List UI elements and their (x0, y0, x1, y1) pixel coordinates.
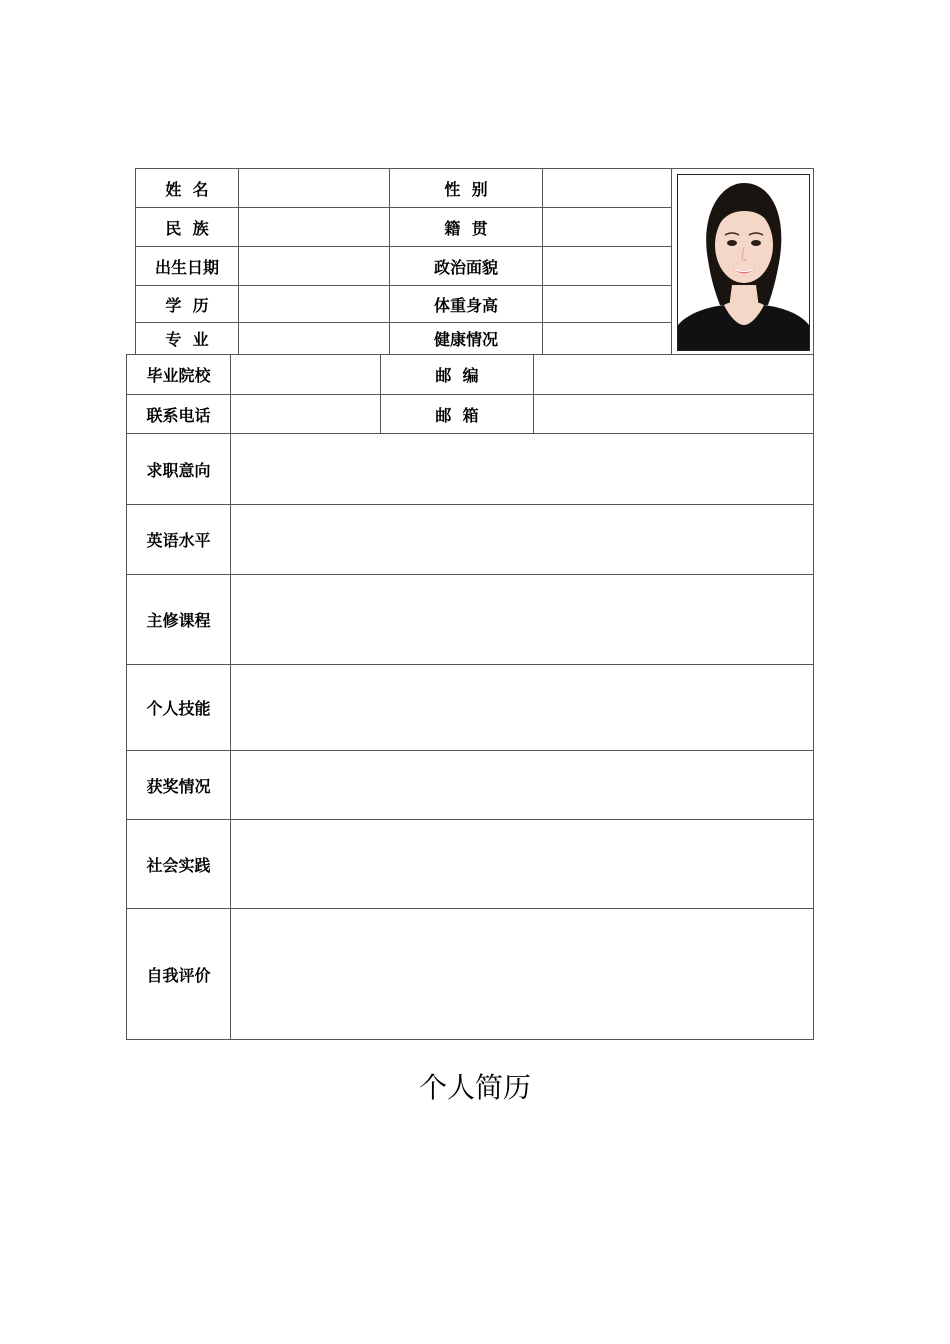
label-awards: 获奖情况 (126, 750, 231, 820)
major-field[interactable] (238, 322, 390, 355)
label-english-level: 英语水平 (126, 504, 231, 575)
social-practice-field[interactable] (230, 819, 814, 909)
label-native-place: 籍 贯 (389, 207, 543, 247)
label-email: 邮 箱 (380, 394, 534, 434)
main-courses-field[interactable] (230, 574, 814, 665)
photo-cell (671, 168, 814, 355)
label-name: 姓 名 (135, 168, 239, 208)
label-school: 毕业院校 (126, 354, 231, 395)
email-field[interactable] (533, 394, 814, 434)
self-evaluation-field[interactable] (230, 908, 814, 1040)
job-intention-field[interactable] (230, 433, 814, 505)
label-main-courses: 主修课程 (126, 574, 231, 665)
label-self-evaluation: 自我评价 (126, 908, 231, 1040)
gender-field[interactable] (542, 168, 672, 208)
english-level-field[interactable] (230, 504, 814, 575)
label-phone: 联系电话 (126, 394, 231, 434)
ethnicity-field[interactable] (238, 207, 390, 247)
label-job-intention: 求职意向 (126, 433, 231, 505)
skills-field[interactable] (230, 664, 814, 751)
label-postcode: 邮 编 (380, 354, 534, 395)
postcode-field[interactable] (533, 354, 814, 395)
native-place-field[interactable] (542, 207, 672, 247)
label-skills: 个人技能 (126, 664, 231, 751)
label-ethnicity: 民 族 (135, 207, 239, 247)
document-title: 个人简历 (418, 1071, 531, 1104)
name-field[interactable] (238, 168, 390, 208)
label-major: 专 业 (135, 322, 239, 355)
phone-field[interactable] (230, 394, 381, 434)
height-weight-field[interactable] (542, 285, 672, 323)
label-social-practice: 社会实践 (126, 819, 231, 909)
label-height-weight: 体重身高 (389, 285, 543, 323)
education-field[interactable] (238, 285, 390, 323)
school-field[interactable] (230, 354, 381, 395)
portrait-photo (677, 174, 810, 351)
political-status-field[interactable] (542, 246, 672, 286)
label-birth-date: 出生日期 (135, 246, 239, 286)
label-education: 学 历 (135, 285, 239, 323)
health-field[interactable] (542, 322, 672, 355)
label-gender: 性 别 (389, 168, 543, 208)
awards-field[interactable] (230, 750, 814, 820)
label-health: 健康情况 (389, 322, 543, 355)
label-political-status: 政治面貌 (389, 246, 543, 286)
birth-date-field[interactable] (238, 246, 390, 286)
